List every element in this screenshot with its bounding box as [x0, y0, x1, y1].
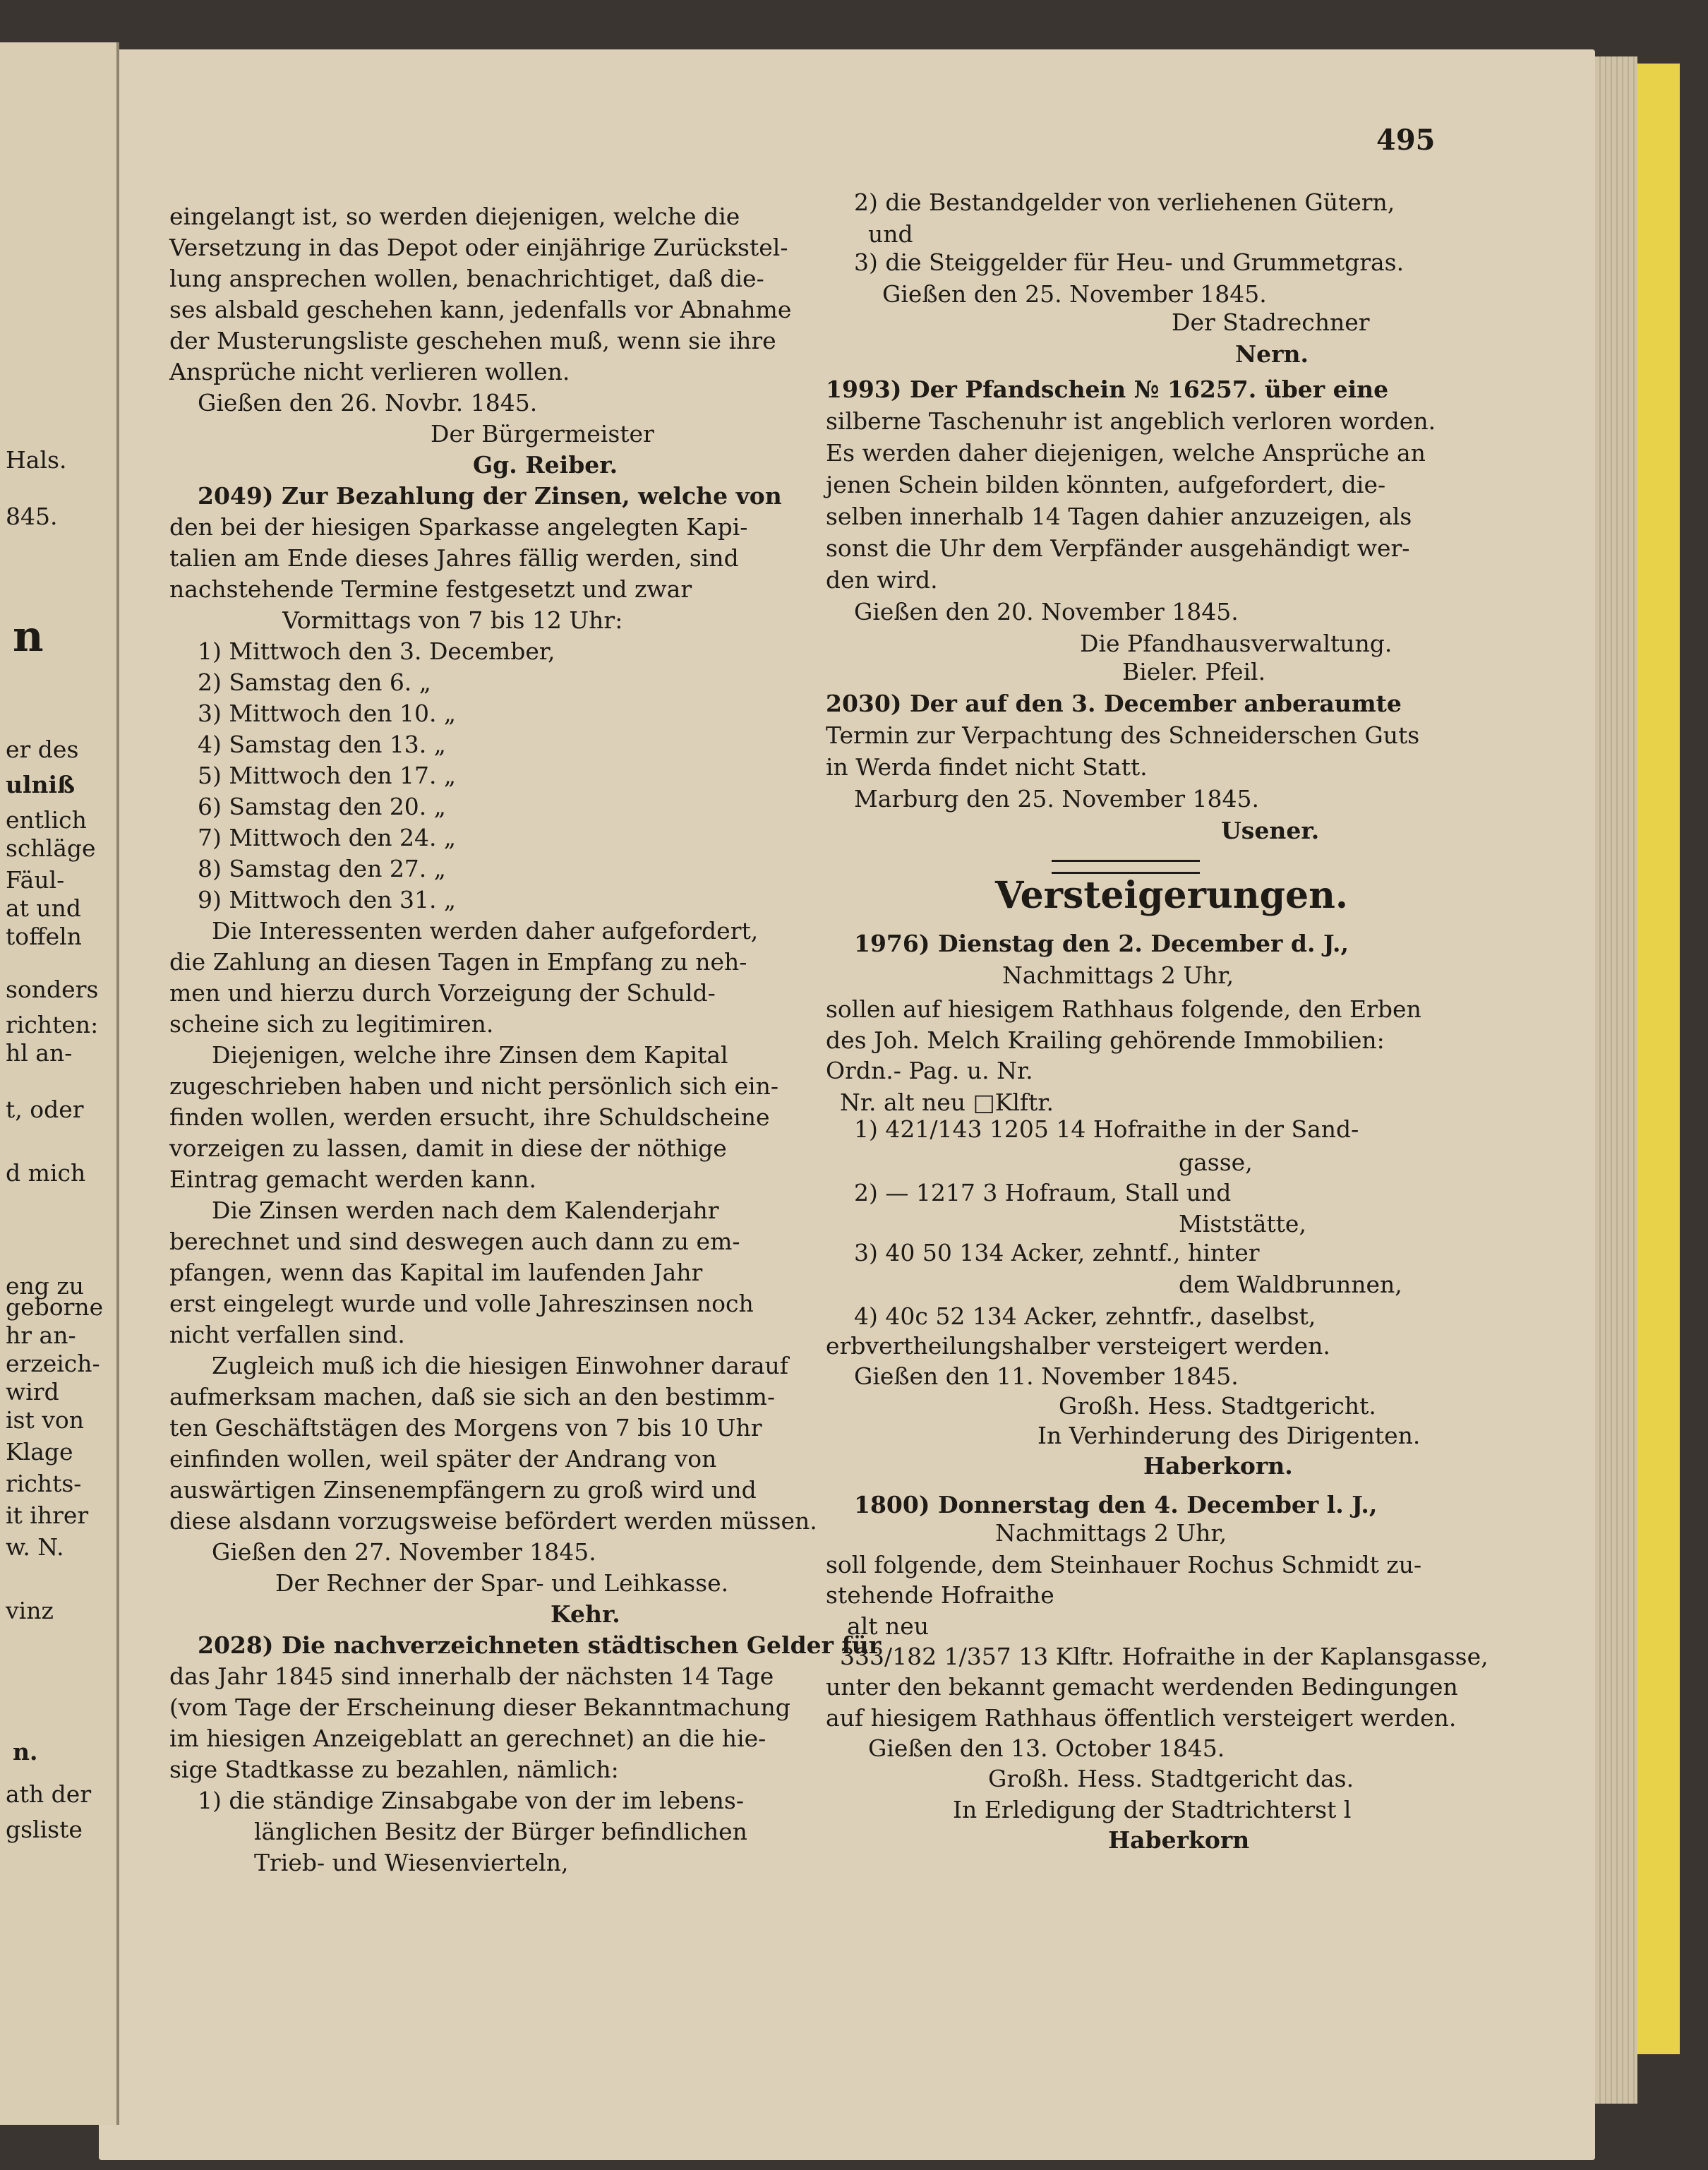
body-line: ses alsbald geschehen kann, jedenfalls vor Abnahme	[169, 296, 792, 323]
body-line: (vom Tage der Erscheinung dieser Bekanntmachung	[169, 1694, 790, 1721]
margin-line: er des	[6, 736, 79, 763]
body-line: 2030) Der auf den 3. December anberaumte	[826, 690, 1402, 717]
body-line: Haberkorn	[1108, 1826, 1250, 1854]
body-line: vorzeigen zu lassen, damit in diese der nöthige	[169, 1134, 727, 1162]
body-line: erst eingelegt wurde und volle Jahreszinsen noch	[169, 1290, 754, 1317]
body-line: auswärtigen Zinsenempfängern zu groß wird und	[169, 1476, 757, 1504]
body-line: 5) Mittwoch den 17. „	[198, 762, 457, 789]
body-line: Ansprüche nicht verlieren wollen.	[169, 358, 570, 385]
margin-line: t, oder	[6, 1096, 84, 1123]
body-line: 2049) Zur Bezahlung der Zinsen, welche von	[198, 482, 782, 510]
body-line: berechnet und sind deswegen auch dann zu em-	[169, 1228, 740, 1255]
body-line: 1) die ständige Zinsabgabe von der im lebens-	[198, 1787, 745, 1814]
body-line: 9) Mittwoch den 31. „	[198, 886, 457, 913]
body-line: 3) Mittwoch den 10. „	[198, 700, 457, 727]
body-line: in Werda findet nicht Statt.	[826, 753, 1148, 781]
body-line: 2028) Die nachverzeichneten städtischen Gelder für	[198, 1631, 882, 1659]
body-line: Gießen den 26. Novbr. 1845.	[198, 389, 538, 416]
body-line: sige Stadtkasse zu bezahlen, nämlich:	[169, 1756, 619, 1783]
body-line: nicht verfallen sind.	[169, 1321, 405, 1348]
body-line: gasse,	[1179, 1149, 1253, 1176]
body-line: 2) Samstag den 6. „	[198, 669, 431, 696]
body-line: Kehr.	[551, 1600, 620, 1628]
body-line: einfinden wollen, weil später der Andrang von	[169, 1445, 717, 1473]
margin-line: richten:	[6, 1011, 99, 1038]
body-line: 1) Mittwoch den 3. December,	[198, 637, 555, 665]
body-line: sollen auf hiesigem Rathhaus folgende, den Erben	[826, 995, 1421, 1023]
body-line: Nr. alt neu □Klftr.	[840, 1089, 1054, 1116]
body-line: Gg. Reiber.	[473, 451, 618, 479]
body-line: 8) Samstag den 27. „	[198, 855, 446, 882]
body-line: Bieler. Pfeil.	[1122, 658, 1266, 685]
body-line: Gießen den 25. November 1845.	[882, 280, 1267, 308]
body-line: Der Stadrechner	[1172, 308, 1370, 336]
page-edges	[1595, 56, 1637, 2104]
body-line: In Verhinderung des Dirigenten.	[1038, 1422, 1421, 1449]
margin-line: n	[13, 612, 44, 661]
margin-line: 845.	[6, 503, 58, 530]
body-line: des Joh. Melch Krailing gehörende Immobilien:	[826, 1026, 1385, 1054]
body-line: pfangen, wenn das Kapital im laufenden Jahr	[169, 1259, 703, 1286]
body-line: Gießen den 27. November 1845.	[212, 1538, 596, 1566]
section-rule	[1052, 860, 1200, 874]
body-line: länglichen Besitz der Bürger befindlichen	[254, 1818, 747, 1845]
body-line: 4) 40c 52 134 Acker, zehntfr., daselbst,	[854, 1302, 1316, 1330]
margin-line: toffeln	[6, 923, 82, 950]
body-line: Nachmittags 2 Uhr,	[1002, 961, 1234, 989]
body-line: Die Interessenten werden daher aufgefordert,	[212, 917, 759, 945]
body-line: 1) 421/143 1205 14 Hofraithe in der Sand-	[854, 1115, 1359, 1143]
body-line: 3) die Steiggelder für Heu- und Grummetgras.	[854, 248, 1405, 276]
body-line: Der Rechner der Spar- und Leihkasse.	[275, 1569, 729, 1597]
body-line: stehende Hofraithe	[826, 1581, 1054, 1609]
body-line: der Musterungsliste geschehen muß, wenn sie ihre	[169, 327, 776, 354]
margin-line: richts-	[6, 1470, 82, 1497]
body-line: Gießen den 13. October 1845.	[868, 1734, 1225, 1762]
body-line: den wird.	[826, 566, 938, 594]
margin-line: ulniß	[6, 771, 76, 798]
body-line: 1993) Der Pfandschein № 16257. über eine	[826, 376, 1389, 403]
body-line: lung ansprechen wollen, benachrichtiget, daß die-	[169, 265, 764, 292]
margin-line: hl an-	[6, 1039, 73, 1067]
section-heading: Versteigerungen.	[995, 874, 1348, 917]
body-line: Termin zur Verpachtung des Schneiderschen Guts	[826, 721, 1420, 749]
body-line: Versetzung in das Depot oder einjährige Zurückstel-	[169, 234, 788, 261]
body-line: men und hierzu durch Vorzeigung der Schuld-	[169, 979, 716, 1007]
body-line: Zugleich muß ich die hiesigen Einwohner darauf	[212, 1352, 788, 1379]
margin-line: vinz	[6, 1597, 54, 1624]
body-line: Ordn.- Pag. u. Nr.	[826, 1057, 1033, 1084]
bookmark-edge	[1637, 64, 1680, 2054]
body-line: Trieb- und Wiesenvierteln,	[254, 1849, 569, 1876]
body-line: 6) Samstag den 20. „	[198, 793, 446, 820]
body-line: finden wollen, werden ersucht, ihre Schuldscheine	[169, 1103, 770, 1131]
body-line: auf hiesigem Rathhaus öffentlich versteigert werden.	[826, 1704, 1457, 1732]
body-line: Nachmittags 2 Uhr,	[995, 1519, 1227, 1547]
body-line: Nern.	[1235, 340, 1309, 368]
body-line: alt neu	[847, 1612, 930, 1640]
margin-line: gsliste	[6, 1816, 83, 1843]
body-line: jenen Schein bilden könnten, aufgefordert, die-	[826, 471, 1386, 498]
body-line: und	[868, 220, 913, 248]
body-line: dem Waldbrunnen,	[1179, 1271, 1402, 1298]
body-line: Großh. Hess. Stadtgericht.	[1059, 1392, 1376, 1420]
body-line: zugeschrieben haben und nicht persönlich sich ein-	[169, 1072, 778, 1100]
body-line: Eintrag gemacht werden kann.	[169, 1165, 536, 1193]
margin-line: ist von	[6, 1406, 85, 1434]
body-line: sonst die Uhr dem Verpfänder ausgehändigt wer-	[826, 534, 1410, 562]
body-line: 7) Mittwoch den 24. „	[198, 824, 457, 851]
body-line: Gießen den 11. November 1845.	[854, 1362, 1239, 1390]
body-line: Es werden daher diejenigen, welche Ansprüche an	[826, 439, 1426, 467]
page-number: 495	[1376, 124, 1436, 157]
body-line: das Jahr 1845 sind innerhalb der nächsten 14 Tage	[169, 1662, 774, 1690]
body-line: 4) Samstag den 13. „	[198, 731, 446, 758]
body-line: 2) die Bestandgelder von verliehenen Gütern,	[854, 188, 1395, 216]
body-line: Vormittags von 7 bis 12 Uhr:	[282, 606, 623, 634]
margin-line: erzeich-	[6, 1350, 100, 1377]
body-line: silberne Taschenuhr ist angeblich verloren worden.	[826, 407, 1436, 435]
body-line: In Erledigung der Stadtrichterst l	[953, 1796, 1352, 1823]
body-line: talien am Ende dieses Jahres fällig werden, sind	[169, 544, 739, 572]
margin-line: Klage	[6, 1438, 73, 1465]
body-line: 1976) Dienstag den 2. December d. J.,	[854, 930, 1349, 957]
facing-page	[0, 42, 119, 2125]
body-line: die Zahlung an diesen Tagen in Empfang zu neh-	[169, 948, 747, 976]
body-line: erbvertheilungshalber versteigert werden.	[826, 1332, 1330, 1360]
body-line: Marburg den 25. November 1845.	[854, 785, 1259, 813]
body-line: soll folgende, dem Steinhauer Rochus Schmidt zu-	[826, 1551, 1422, 1578]
body-line: Haberkorn.	[1143, 1452, 1293, 1480]
body-line: diese alsdann vorzugsweise befördert werden müssen.	[169, 1507, 817, 1535]
body-line: aufmerksam machen, daß sie sich an den bestimm-	[169, 1383, 776, 1410]
body-line: ten Geschäftstägen des Morgens von 7 bis 10 Uhr	[169, 1414, 762, 1441]
margin-line: at und	[6, 894, 82, 922]
body-line: Großh. Hess. Stadtgericht das.	[988, 1765, 1354, 1792]
margin-line: eng zu	[6, 1272, 85, 1300]
body-line: im hiesigen Anzeigeblatt an gerechnet) an die hie-	[169, 1725, 766, 1752]
body-line: Usener.	[1221, 817, 1320, 844]
margin-line: wird	[6, 1378, 59, 1405]
margin-line: Hals.	[6, 446, 67, 474]
body-line: Die Zinsen werden nach dem Kalenderjahr	[212, 1197, 719, 1224]
margin-line: d mich	[6, 1159, 86, 1187]
body-line: eingelangt ist, so werden diejenigen, welche die	[169, 203, 740, 230]
margin-line: n.	[13, 1738, 38, 1766]
body-line: unter den bekannt gemacht werdenden Bedingungen	[826, 1673, 1458, 1701]
margin-line: it ihrer	[6, 1501, 89, 1529]
body-line: 2) — 1217 3 Hofraum, Stall und	[854, 1179, 1232, 1206]
margin-line: schläge	[6, 834, 96, 862]
body-line: 3) 40 50 134 Acker, zehntf., hinter	[854, 1239, 1260, 1266]
body-line: nachstehende Termine festgesetzt und zwar	[169, 575, 692, 603]
body-line: Gießen den 20. November 1845.	[854, 598, 1239, 625]
margin-line: sonders	[6, 976, 99, 1003]
margin-line: w. N.	[6, 1533, 64, 1561]
margin-line: ath der	[6, 1780, 92, 1808]
body-line: Diejenigen, welche ihre Zinsen dem Kapital	[212, 1041, 728, 1069]
margin-line: geborne	[6, 1293, 104, 1321]
body-line: Der Bürgermeister	[431, 420, 654, 448]
body-line: 333/182 1/357 13 Klftr. Hofraithe in der Kaplansgasse,	[840, 1643, 1489, 1670]
body-line: 1800) Donnerstag den 4. December l. J.,	[854, 1491, 1378, 1518]
margin-line: hr an-	[6, 1321, 76, 1349]
body-line: selben innerhalb 14 Tagen dahier anzuzeigen, als	[826, 503, 1412, 530]
body-line: scheine sich zu legitimiren.	[169, 1010, 494, 1038]
body-line: Die Pfandhausverwaltung.	[1080, 630, 1393, 657]
body-line: Miststätte,	[1179, 1210, 1306, 1237]
body-line: den bei der hiesigen Sparkasse angelegten Kapi-	[169, 513, 748, 541]
margin-line: Fäul-	[6, 866, 65, 894]
margin-line: entlich	[6, 806, 87, 834]
